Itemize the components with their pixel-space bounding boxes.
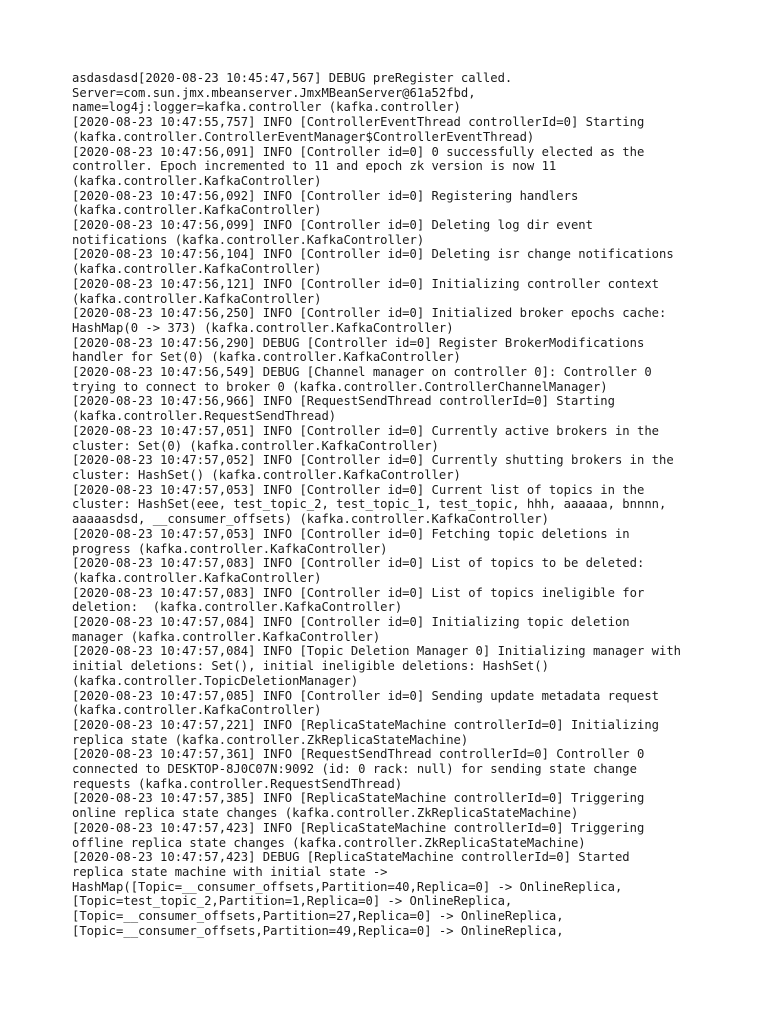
log-line: [2020-08-23 10:47:57,221] INFO [ReplicaStateMachine controllerId=0] Initializing <box>72 717 659 732</box>
log-line: manager (kafka.controller.KafkaController) <box>72 629 381 644</box>
log-line: [2020-08-23 10:47:57,053] INFO [Controller id=0] Current list of topics in the <box>72 482 645 497</box>
log-line: name=log4j:logger=kafka.controller (kafka.controller) <box>72 100 461 115</box>
log-line: (kafka.controller.KafkaController) <box>72 173 322 188</box>
log-line: notifications (kafka.controller.KafkaController) <box>72 232 425 247</box>
log-line: [2020-08-23 10:47:57,423] DEBUG [ReplicaStateMachine controllerId=0] Started <box>72 850 630 865</box>
log-document-page <box>72 71 732 938</box>
log-line: [2020-08-23 10:47:57,423] INFO [ReplicaStateMachine controllerId=0] Triggering <box>72 820 645 835</box>
log-line: [2020-08-23 10:47:55,757] INFO [ControllerEventThread controllerId=0] Starting <box>72 115 645 130</box>
log-line: [2020-08-23 10:47:56,549] DEBUG [Channel manager on controller 0]: Controller 0 <box>72 365 652 380</box>
log-line: [2020-08-23 10:47:56,092] INFO [Controller id=0] Registering handlers <box>72 188 579 203</box>
log-line: progress (kafka.controller.KafkaController) <box>72 541 388 556</box>
log-line: handler for Set(0) (kafka.controller.KafkaController) <box>72 350 461 365</box>
log-line: aaaaasdsd, __consumer_offsets) (kafka.controller.KafkaController) <box>72 512 549 527</box>
log-line: [2020-08-23 10:47:57,084] INFO [Controller id=0] Initializing topic deletion <box>72 615 630 630</box>
log-line: [2020-08-23 10:47:56,099] INFO [Controller id=0] Deleting log dir event <box>72 218 593 233</box>
log-line: [2020-08-23 10:47:57,053] INFO [Controller id=0] Fetching topic deletions in <box>72 526 630 541</box>
log-line: [2020-08-23 10:47:56,290] DEBUG [Controller id=0] Register BrokerModifications <box>72 335 645 350</box>
log-line: [2020-08-23 10:47:57,052] INFO [Controller id=0] Currently shutting brokers in the <box>72 453 674 468</box>
log-line: trying to connect to broker 0 (kafka.controller.ControllerChannelManager) <box>72 379 608 394</box>
log-line: [Topic=test_topic_2,Partition=1,Replica=0] -> OnlineReplica, <box>72 894 513 909</box>
log-line: controller. Epoch incremented to 11 and epoch zk version is now 11 <box>72 159 557 174</box>
log-line: cluster: HashSet(eee, test_topic_2, test_topic_1, test_topic, hhh, aaaaaa, bnnnn, <box>72 497 667 512</box>
log-line: [2020-08-23 10:47:56,966] INFO [RequestSendThread controllerId=0] Starting <box>72 394 615 409</box>
log-line: (kafka.controller.KafkaController) <box>72 203 322 218</box>
log-line: [Topic=__consumer_offsets,Partition=27,Replica=0] -> OnlineReplica, <box>72 909 564 924</box>
log-line: deletion: (kafka.controller.KafkaController) <box>72 600 403 615</box>
log-line: replica state machine with initial state -> <box>72 864 388 879</box>
log-line: [2020-08-23 10:47:57,085] INFO [Controller id=0] Sending update metadata request <box>72 688 659 703</box>
log-line: (kafka.controller.KafkaController) <box>72 703 322 718</box>
log-line: (kafka.controller.KafkaController) <box>72 262 322 277</box>
log-line: asdasdasd[2020-08-23 10:45:47,567] DEBUG preRegister called. <box>72 71 513 85</box>
log-line: (kafka.controller.RequestSendThread) <box>72 409 337 424</box>
log-line: (kafka.controller.TopicDeletionManager) <box>72 673 359 688</box>
log-line: offline replica state changes (kafka.controller.ZkReplicaStateMachine) <box>72 835 586 850</box>
log-line: initial deletions: Set(), initial ineligible deletions: HashSet() <box>72 659 549 674</box>
log-line: cluster: Set(0) (kafka.controller.KafkaController) <box>72 438 439 453</box>
log-line: HashMap(0 -> 373) (kafka.controller.KafkaController) <box>72 320 454 335</box>
log-line: [2020-08-23 10:47:57,385] INFO [ReplicaStateMachine controllerId=0] Triggering <box>72 791 645 806</box>
log-line: online replica state changes (kafka.controller.ZkReplicaStateMachine) <box>72 806 579 821</box>
log-line: (kafka.controller.ControllerEventManager$ControllerEventThread) <box>72 129 535 144</box>
log-line: [2020-08-23 10:47:56,250] INFO [Controller id=0] Initialized broker epochs cache: <box>72 306 667 321</box>
log-line: replica state (kafka.controller.ZkReplicaStateMachine) <box>72 732 469 747</box>
log-line: [2020-08-23 10:47:57,084] INFO [Topic Deletion Manager 0] Initializing manager with <box>72 644 682 659</box>
log-line: [2020-08-23 10:47:56,121] INFO [Controller id=0] Initializing controller context <box>72 276 659 291</box>
log-line: [Topic=__consumer_offsets,Partition=49,Replica=0] -> OnlineReplica, <box>72 923 564 938</box>
log-line: [2020-08-23 10:47:56,104] INFO [Controller id=0] Deleting isr change notifications <box>72 247 674 262</box>
log-line: Server=com.sun.jmx.mbeanserver.JmxMBeanServer@61a52fbd, <box>72 85 476 100</box>
log-line: [2020-08-23 10:47:57,083] INFO [Controller id=0] List of topics ineligible for <box>72 585 645 600</box>
log-line: (kafka.controller.KafkaController) <box>72 291 322 306</box>
log-line: HashMap([Topic=__consumer_offsets,Partition=40,Replica=0] -> OnlineReplica, <box>72 879 623 894</box>
log-line: [2020-08-23 10:47:57,083] INFO [Controller id=0] List of topics to be deleted: <box>72 556 645 571</box>
log-line: [2020-08-23 10:47:57,051] INFO [Controller id=0] Currently active brokers in the <box>72 423 659 438</box>
log-line: [2020-08-23 10:47:56,091] INFO [Controller id=0] 0 successfully elected as the <box>72 144 645 159</box>
log-line: connected to DESKTOP-8J0C07N:9092 (id: 0 rack: null) for sending state change <box>72 762 637 777</box>
log-line: [2020-08-23 10:47:57,361] INFO [RequestSendThread controllerId=0] Controller 0 <box>72 747 645 762</box>
log-line: cluster: HashSet() (kafka.controller.KafkaController) <box>72 467 461 482</box>
log-line: requests (kafka.controller.RequestSendThread) <box>72 776 403 791</box>
log-line: (kafka.controller.KafkaController) <box>72 570 322 585</box>
